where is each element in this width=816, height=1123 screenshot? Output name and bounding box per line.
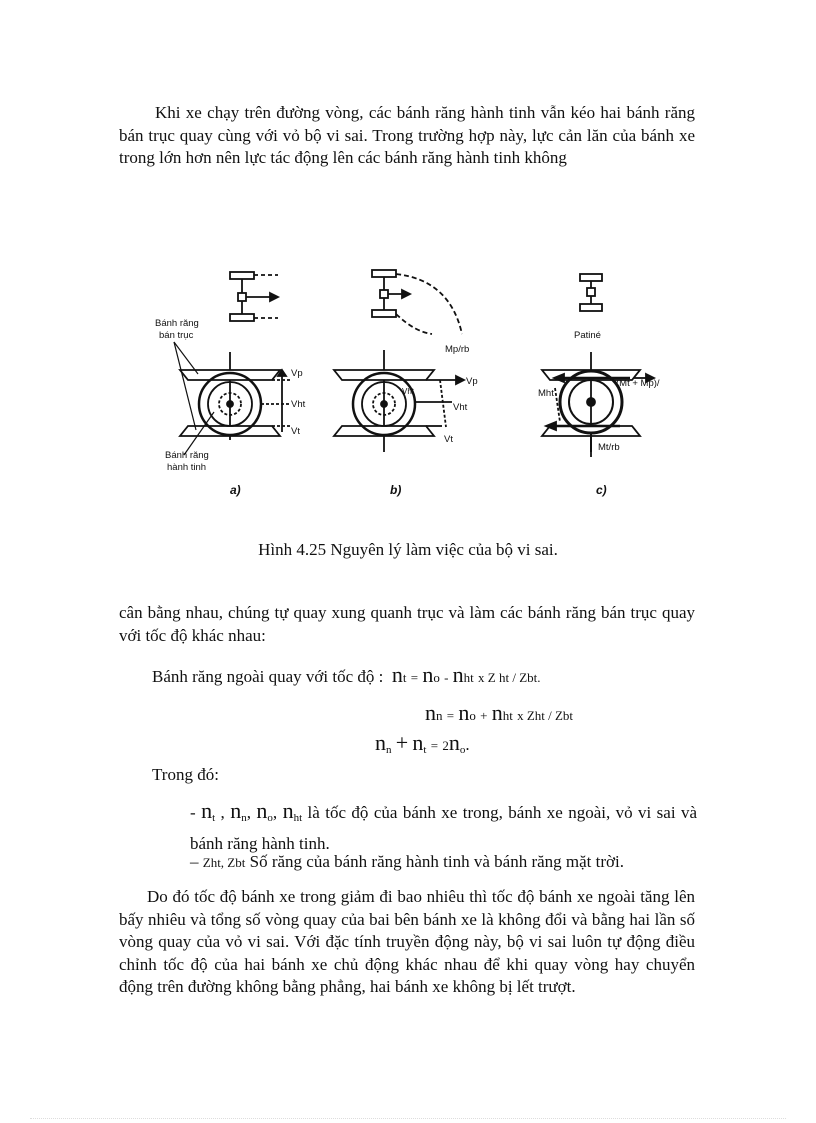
label-vt-b: Vt [444,434,453,445]
label-vp-b: Vp [466,376,478,387]
definition-2: – Zht, Zbt Số răng của bánh răng hành tinh và bánh răng mặt trời. [190,852,624,871]
equation-3: $n_n + n_t = 2n_o$. [375,730,470,756]
label-mt-rb: Mt/rb [598,442,620,453]
equation-1: Bánh răng ngoài quay với tốc độ : nt = no - nht x Z ht / Zbt. [152,662,541,687]
paragraph-3: Do đó tốc độ bánh xe trong giảm đi bao nhiêu thì tốc độ bánh xe ngoài tăng lên bấy nhiêu và tổng số vòng quay của bai bên bánh xe là không đổi và bằng hai lần số vòng quay của vỏ vi sai. Với đặc tính truyền động này, bộ vi sai luôn tự động điều chỉnh tốc độ của hai bánh xe chủ động khác nhau để khi quay vòng hay chuyển động trên đường không bằng phẳng, hai bánh xe không bị lết trượt. [119,887,695,996]
label-mt-mp: (Mt + Mp)/ [616,378,660,389]
label-vht-inner-b: Vht [402,387,415,396]
label-planet-gear-1: Bánh răng [165,450,209,461]
equation-2: nn = no + nht x Zht / Zbt [425,700,574,725]
subfigure-b-label: b) [390,483,402,497]
label-side-gear-1: Bánh răng [155,318,199,329]
figure-caption: Hình 4.25 Nguyên lý làm việc của bộ vi sai. [258,540,558,559]
definition-1-text: là tốc độ của bánh xe trong, bánh xe ngoài, vỏ vi sai và bánh răng hành tinh. [190,803,698,853]
subfigure-c-label: c) [596,483,607,497]
label-mp-rb: Mp/rb [445,344,470,355]
label-side-gear-2: bán trục [159,330,194,341]
label-vp-a: Vp [291,368,303,379]
label-vt-a: Vt [291,426,300,437]
label-vht-b: Vht [453,402,468,413]
page-bottom-rule [30,1118,786,1119]
equation-intro: Bánh răng ngoài quay với tốc độ : [152,667,384,686]
paragraph-1: Khi xe chạy trên đường vòng, các bánh răng hành tinh vẫn kéo hai bánh răng bán trục quay cùng với vỏ bộ vi sai. Trong trường hợp này, lực cản lăn của bánh xe trong lớn hơn nên lực tác động lên các bánh răng hành tinh không [119,103,695,167]
label-mht: Mht [538,388,554,399]
label-planet-gear-2: hành tinh [167,462,207,473]
definition-1: - $n_t$ , $n_n$, $n_o$, $n_{ht}$ là tốc độ của bánh xe trong, bánh xe ngoài, vỏ vi sai và bánh răng hành tinh. [190,798,698,853]
label-patine: Patiné [574,330,601,341]
paragraph-2: cân bằng nhau, chúng tự quay xung quanh trục và làm các bánh răng bán trục quay với tốc độ khác nhau: [119,603,695,645]
label-vht-a: Vht [291,399,306,410]
trong-do-label: Trong đó: [152,765,219,784]
subfigure-a-label: a) [230,483,241,497]
definition-2-text: Số răng của bánh răng hành tinh và bánh răng mặt trời. [249,852,624,871]
differential-figure [150,262,670,507]
